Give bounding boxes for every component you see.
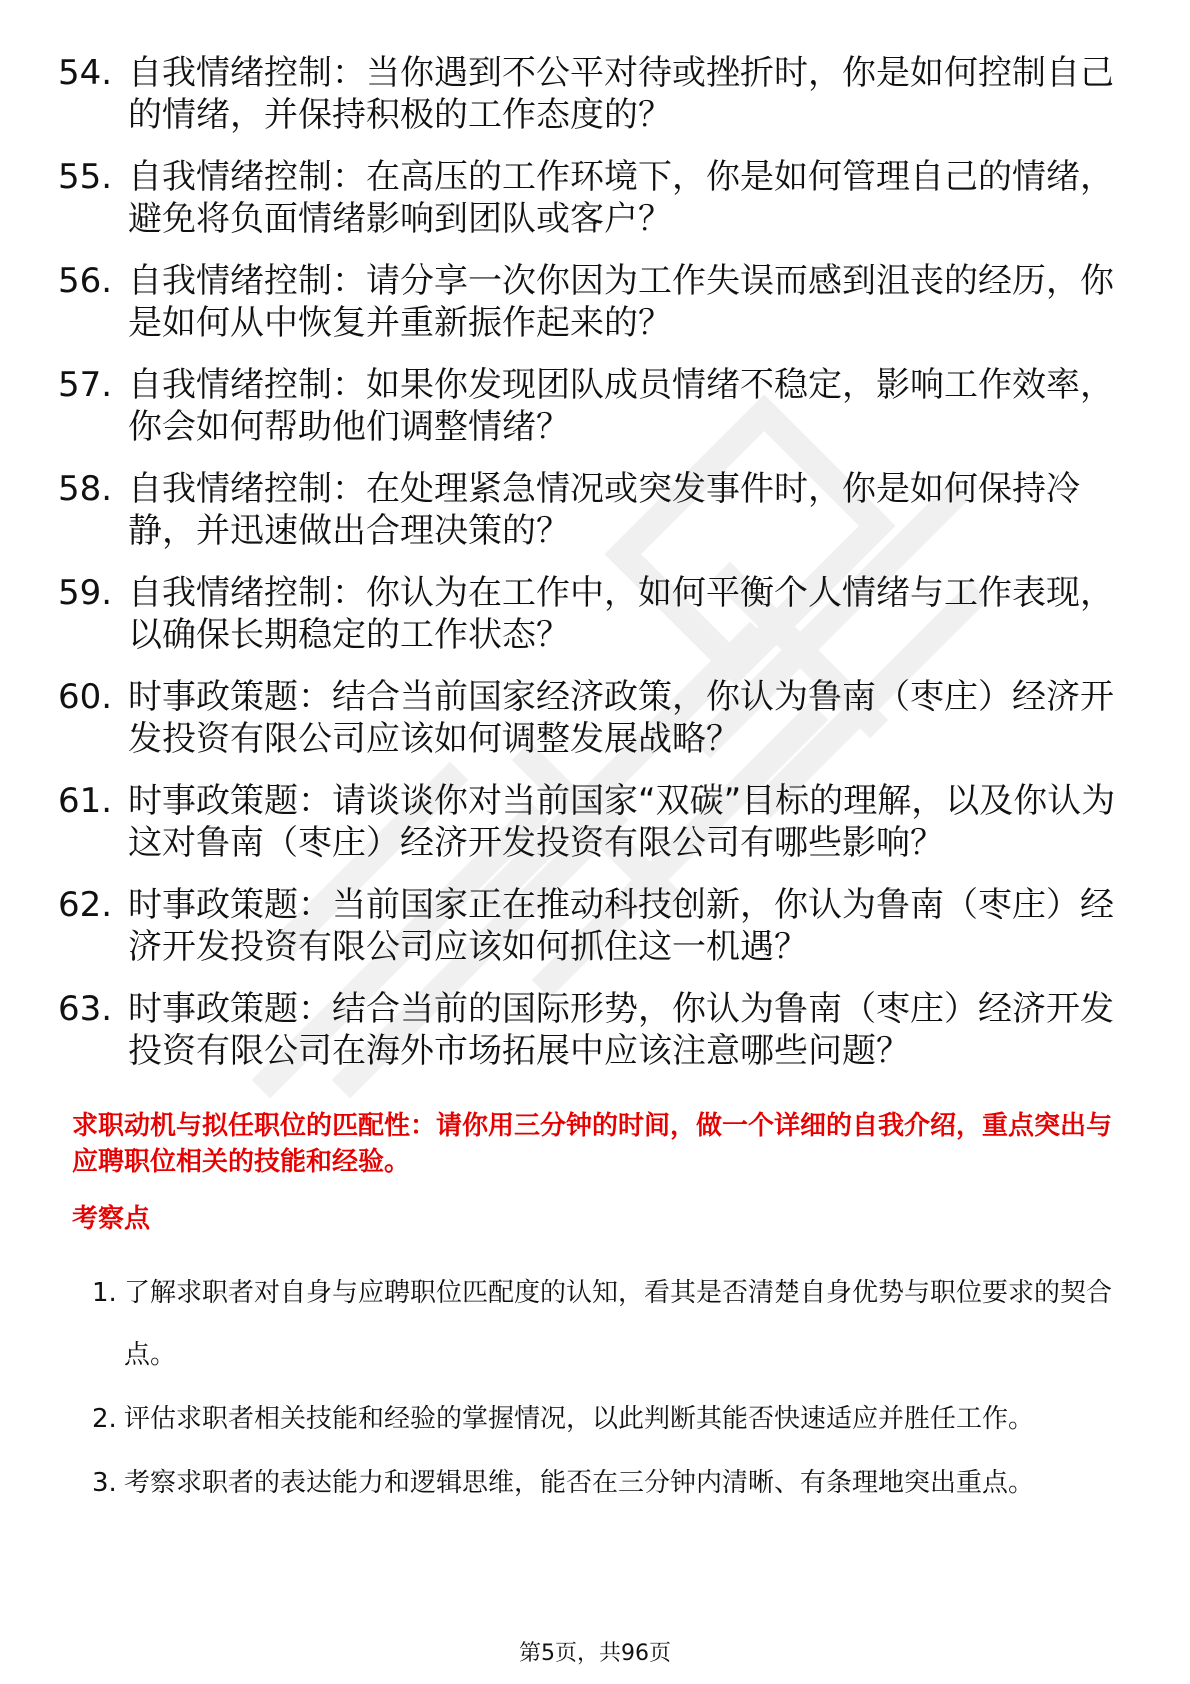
item-text: 自我情绪控制：在高压的工作环境下，你是如何管理自己的情绪，避免将负面情绪影响到团队或客户？ (128, 157, 1114, 239)
item-text: 时事政策题：请谈谈你对当前国家“双碳”目标的理解，以及你认为这对鲁南（枣庄）经济开发投资有限公司有哪些影响？ (128, 781, 1116, 863)
item-text: 了解求职者对自身与应聘职位匹配度的认知，看其是否清楚自身优势与职位要求的契合点。 (124, 1278, 1113, 1370)
item-number: 2. (92, 1404, 117, 1434)
list-item (92, 1452, 1128, 1514)
list-item (92, 1388, 1128, 1450)
question-list (58, 52, 1138, 1092)
item-number: 57. (58, 365, 113, 405)
item-number: 56. (58, 261, 113, 301)
list-item (58, 364, 1138, 448)
assessment-points-list (92, 1262, 1128, 1516)
list-item (58, 572, 1138, 656)
item-number: 60. (58, 677, 113, 717)
item-number: 3. (92, 1468, 117, 1498)
item-text: 考察求职者的表达能力和逻辑思维，能否在三分钟内清晰、有条理地突出重点。 (124, 1468, 1035, 1498)
list-item (92, 1262, 1128, 1386)
list-item (58, 260, 1138, 344)
section-title: 考察点 (72, 1204, 151, 1234)
item-text: 自我情绪控制：你认为在工作中，如何平衡个人情绪与工作表现，以确保长期稳定的工作状态？ (128, 573, 1114, 655)
item-number: 55. (58, 157, 113, 197)
item-number: 54. (58, 53, 113, 93)
item-text: 时事政策题：结合当前的国际形势，你认为鲁南（枣庄）经济开发投资有限公司在海外市场拓展中应该注意哪些问题？ (128, 989, 1114, 1071)
item-number: 1. (92, 1278, 117, 1308)
page-number: 第5页，共96页 (519, 1641, 671, 1666)
list-item (58, 52, 1138, 136)
list-item (58, 676, 1138, 760)
item-text: 自我情绪控制：请分享一次你因为工作失误而感到沮丧的经历，你是如何从中恢复并重新振作起来的？ (128, 261, 1114, 343)
item-number: 58. (58, 469, 113, 509)
item-text: 时事政策题：当前国家正在推动科技创新，你认为鲁南（枣庄）经济开发投资有限公司应该如何抓住这一机遇？ (128, 885, 1114, 967)
highlight-question: 求职动机与拟任职位的匹配性：请你用三分钟的时间，做一个详细的自我介绍，重点突出与应聘职位相关的技能和经验。 (72, 1111, 1113, 1177)
list-item (58, 884, 1138, 968)
item-text: 自我情绪控制：在处理紧急情况或突发事件时，你是如何保持冷静，并迅速做出合理决策的？ (128, 469, 1080, 551)
item-text: 自我情绪控制：如果你发现团队成员情绪不稳定，影响工作效率，你会如何帮助他们调整情绪？ (128, 365, 1114, 447)
list-item (58, 988, 1138, 1072)
list-item (58, 780, 1138, 864)
item-number: 61. (58, 781, 113, 821)
item-number: 63. (58, 989, 113, 1029)
item-number: 59. (58, 573, 113, 613)
item-text: 时事政策题：结合当前国家经济政策，你认为鲁南（枣庄）经济开发投资有限公司应该如何调整发展战略？ (128, 677, 1114, 759)
item-text: 评估求职者相关技能和经验的掌握情况，以此判断其能否快速适应并胜任工作。 (124, 1404, 1035, 1434)
item-text: 自我情绪控制：当你遇到不公平对待或挫折时，你是如何控制自己的情绪，并保持积极的工作态度的？ (128, 53, 1114, 135)
item-number: 62. (58, 885, 113, 925)
list-item (58, 468, 1138, 552)
list-item (58, 156, 1138, 240)
